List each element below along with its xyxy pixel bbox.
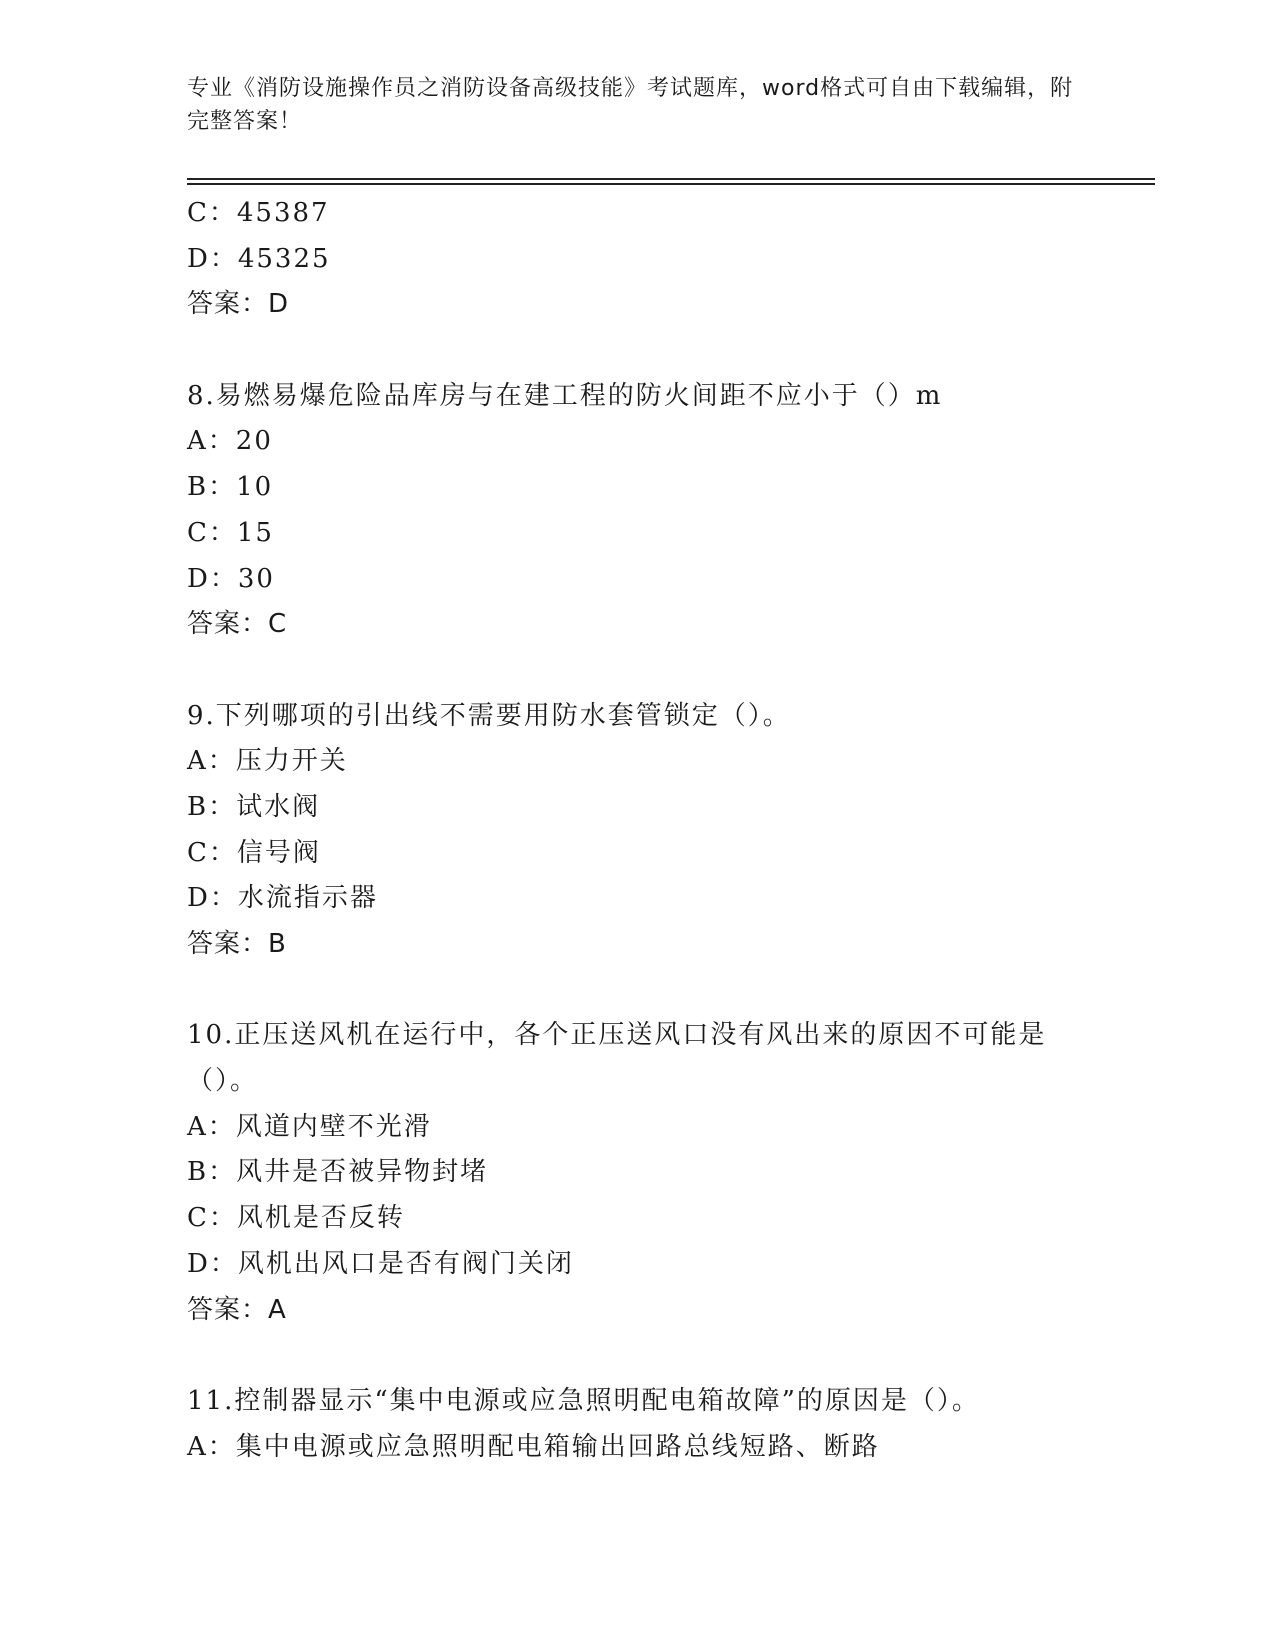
answer-line: 答案：A [187, 1294, 287, 1325]
question-text: 10.正压送风机在运行中，各个正压送风口没有风出来的原因不可能是（）。 [187, 1020, 1047, 1097]
answer-line: 答案：B [187, 929, 287, 959]
option-b: B：试水阀 [187, 791, 321, 822]
answer-line: 答案：D [187, 289, 290, 320]
option-d: D：45325 [187, 243, 331, 274]
option-c: C：风机是否反转 [187, 1203, 405, 1234]
answer-line: 答案：C [187, 609, 288, 640]
option-b: B：10 [187, 472, 274, 503]
option-d: D：水流指示器 [187, 883, 378, 914]
header-divider-bottom [187, 183, 1155, 185]
header-divider-top [187, 178, 1155, 180]
option-a: A：风道内壁不光滑 [187, 1111, 432, 1142]
question-text: 9.下列哪项的引出线不需要用防水套管锁定（）。 [187, 700, 791, 731]
document-header: 专业《消防设施操作员之消防设备高级技能》考试题库，word格式可自由下载编辑，附完整答案！ [187, 76, 1074, 134]
option-d: D：30 [187, 563, 275, 594]
option-a: A：20 [187, 426, 273, 457]
option-a: A：压力开关 [187, 746, 348, 777]
option-c: C：15 [187, 517, 274, 548]
question-text: 8.易燃易爆危险品库房与在建工程的防火间距不应小于（）m [187, 380, 943, 411]
question-text: 11.控制器显示“集中电源或应急照明配电箱故障”的原因是（）。 [187, 1385, 980, 1416]
option-a: A：集中电源或应急照明配电箱输出回路总线短路、断路 [187, 1431, 880, 1462]
option-c: C：信号阀 [187, 837, 321, 868]
option-c: C：45387 [187, 198, 330, 228]
option-b: B：风井是否被异物封堵 [187, 1157, 489, 1188]
question-list [187, 191, 1137, 1470]
option-d: D：风机出风口是否有阀门关闭 [187, 1248, 574, 1279]
